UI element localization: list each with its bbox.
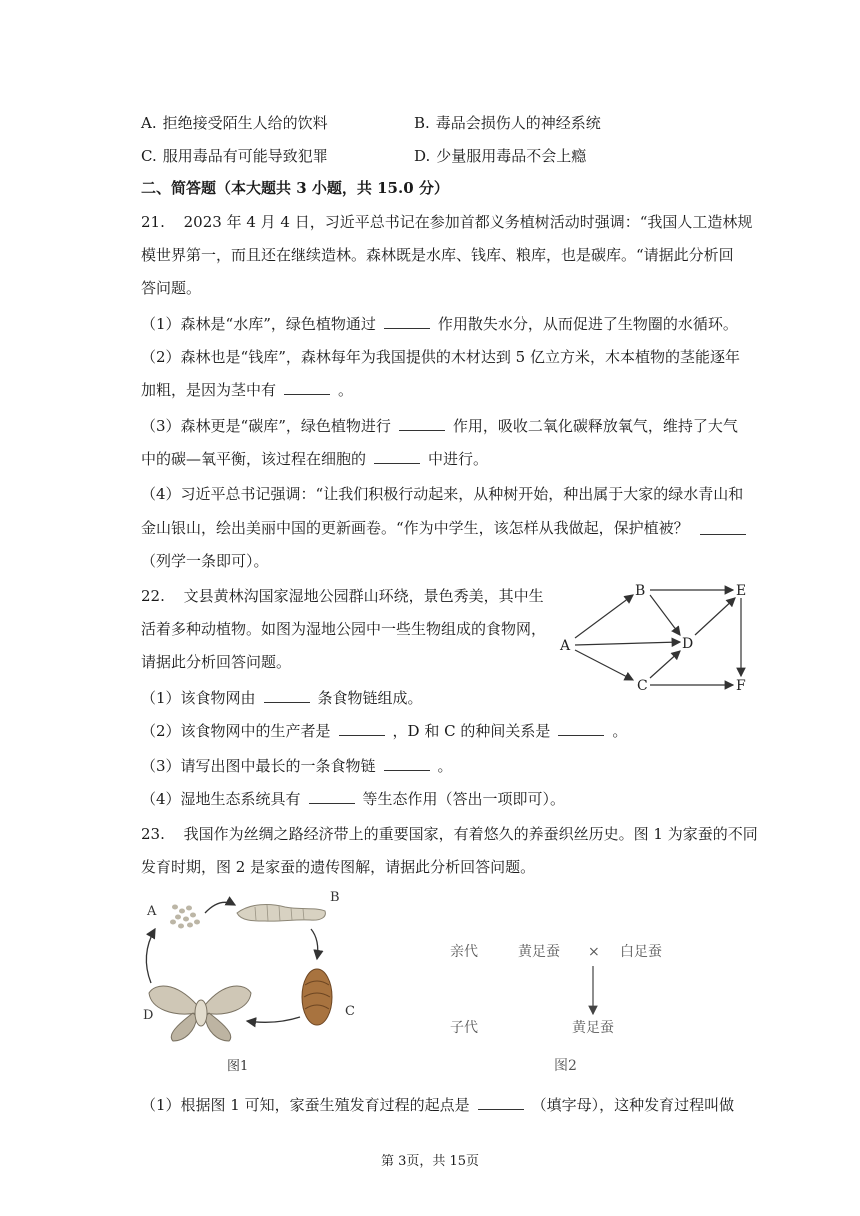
stage-b-label: B: [330, 890, 340, 905]
option-c: [141, 145, 328, 166]
parent-generation-label: 亲代: [450, 944, 478, 960]
q23-stem-line1: 23. 我国作为丝绸之路经济带上的重要国家，有着悠久的养蚕织丝历史。图 1 为家蚕的不同: [141, 825, 758, 843]
option-text: 拒绝接受陌生人给的饮料: [162, 114, 328, 132]
node-d: D: [682, 636, 694, 652]
q22-stem-line2: 活着多种动植物。如图为湿地公园中一些生物组成的食物网，: [141, 620, 547, 638]
answer-blank[interactable]: [478, 1095, 524, 1110]
q21-part2-line2: 加粗，是因为茎中有 。: [141, 381, 354, 399]
arrow-c-d: [650, 651, 680, 678]
answer-blank[interactable]: [558, 721, 604, 736]
arrow-b-d: [650, 595, 680, 635]
pupa-icon: [302, 969, 332, 1025]
answer-blank[interactable]: [309, 789, 355, 804]
q21-part2-line1: （2）森林也是“钱库”，森林每年为我国提供的木材达到 5 亿立方米，木本植物的茎能逐年: [141, 348, 740, 366]
answer-blank[interactable]: [700, 520, 746, 535]
page-footer: 第 3页，共 15页: [380, 1154, 480, 1169]
option-a: [141, 112, 328, 133]
figure1-silkworm-lifecycle: [135, 885, 375, 1080]
option-b: [414, 112, 601, 133]
arrow-a-b: [575, 595, 633, 638]
answer-blank[interactable]: [374, 449, 420, 464]
answer-blank[interactable]: [384, 314, 430, 329]
q21-stem-line2: 模世界第一，而且还在继续造林。森林既是水库、钱库、粮库，也是碳库。“请据此分析回: [141, 246, 734, 264]
larva-icon: [237, 905, 325, 922]
node-c: C: [637, 678, 648, 694]
option-text: 毒品会损伤人的神经系统: [435, 114, 601, 132]
q22-stem-line3: 请据此分析回答问题。: [141, 653, 292, 671]
q21-part4-line1: （4）习近平总书记强调：“让我们积极行动起来，从种树开始，种出属于大家的绿水青山和: [141, 485, 744, 503]
arrow-b-to-c: [311, 929, 318, 959]
q21-part1: （1）森林是“水库”，绿色植物通过 作用散失水分，从而促进了生物圈的水循环。: [141, 315, 738, 333]
stage-d-label: D: [143, 1008, 154, 1023]
section-title: 二、简答题（本大题共 3 小题，共 15.0 分）: [141, 179, 449, 197]
node-b: B: [635, 583, 646, 599]
node-a: A: [560, 638, 571, 654]
figure2-inheritance-diagram: [440, 930, 690, 1080]
figure1-label: 图1: [227, 1059, 249, 1074]
answer-blank[interactable]: [399, 416, 445, 431]
option-text: 少量服用毒品不会上瘾: [436, 147, 587, 165]
stage-c-label: C: [345, 1004, 355, 1019]
cross-symbol: ×: [588, 944, 600, 960]
q21-stem-line3: 答问题。: [141, 279, 202, 297]
question-number: 21.: [141, 213, 165, 231]
q22-part1: （1）该食物网由 条食物链组成。: [141, 689, 423, 707]
egg-cluster-icon: [170, 905, 200, 929]
offspring-label: 黄足蚕: [572, 1020, 614, 1036]
food-web-diagram: [555, 578, 760, 698]
question-number: 22.: [141, 587, 165, 605]
parent1-label: 黄足蚕: [518, 944, 560, 960]
question-number: 23.: [141, 825, 165, 843]
arrow-a-c: [575, 650, 633, 680]
option-text: 服用毒品有可能导致犯罪: [162, 147, 328, 165]
option-letter: A.: [141, 114, 157, 132]
q21-stem-line1: 21. 2023 年 4 月 4 日，习近平总书记在参加首都义务植树活动时强调：“我国人工造林规: [141, 213, 753, 231]
answer-blank[interactable]: [264, 688, 310, 703]
q22-stem-line1: 22. 文县黄林沟国家湿地公园群山环绕，景色秀美，其中生: [141, 587, 544, 605]
answer-blank[interactable]: [384, 756, 430, 771]
q22-part4: （4）湿地生态系统具有 等生态作用（答出一项即可）。: [141, 790, 566, 808]
answer-blank[interactable]: [284, 380, 330, 395]
arrow-a-to-b: [205, 902, 235, 913]
q22-part3: （3）请写出图中最长的一条食物链 。: [141, 757, 453, 775]
option-letter: D.: [414, 147, 431, 165]
q23-part1: （1）根据图 1 可知，家蚕生殖发育过程的起点是 （填字母），这种发育过程叫做: [141, 1096, 735, 1114]
q21-part3-line1: （3）森林更是“碳库”，绿色植物进行 作用，吸收二氧化碳释放氧气，维持了大气: [141, 417, 738, 435]
arrow-a-d: [575, 642, 680, 645]
node-f: F: [736, 678, 746, 694]
node-e: E: [736, 583, 747, 599]
q21-part4-line2: 金山银山，绘出美丽中国的更新画卷。“作为中学生，该怎样从我做起，保护植被？: [141, 519, 689, 537]
parent2-label: 白足蚕: [620, 944, 662, 960]
answer-blank[interactable]: [339, 721, 385, 736]
arrow-c-to-d: [247, 1017, 300, 1022]
moth-icon: [149, 986, 251, 1041]
option-letter: C.: [141, 147, 157, 165]
q21-part3-line2: 中的碳—氧平衡，该过程在细胞的 中进行。: [141, 450, 489, 468]
q23-stem-line2: 发育时期，图 2 是家蚕的遗传图解，请据此分析回答问题。: [141, 858, 536, 876]
option-letter: B.: [414, 114, 430, 132]
figure2-label: 图2: [554, 1058, 577, 1074]
q22-part2: （2）该食物网中的生产者是 ，D 和 C 的种间关系是 。: [141, 722, 628, 740]
stage-a-label: A: [147, 904, 157, 919]
arrow-d-e: [695, 598, 735, 635]
offspring-generation-label: 子代: [450, 1020, 478, 1036]
option-d: [414, 145, 586, 166]
arrow-d-to-a: [146, 929, 155, 983]
q21-part4-line3: （列学一条即可）。: [141, 552, 269, 570]
